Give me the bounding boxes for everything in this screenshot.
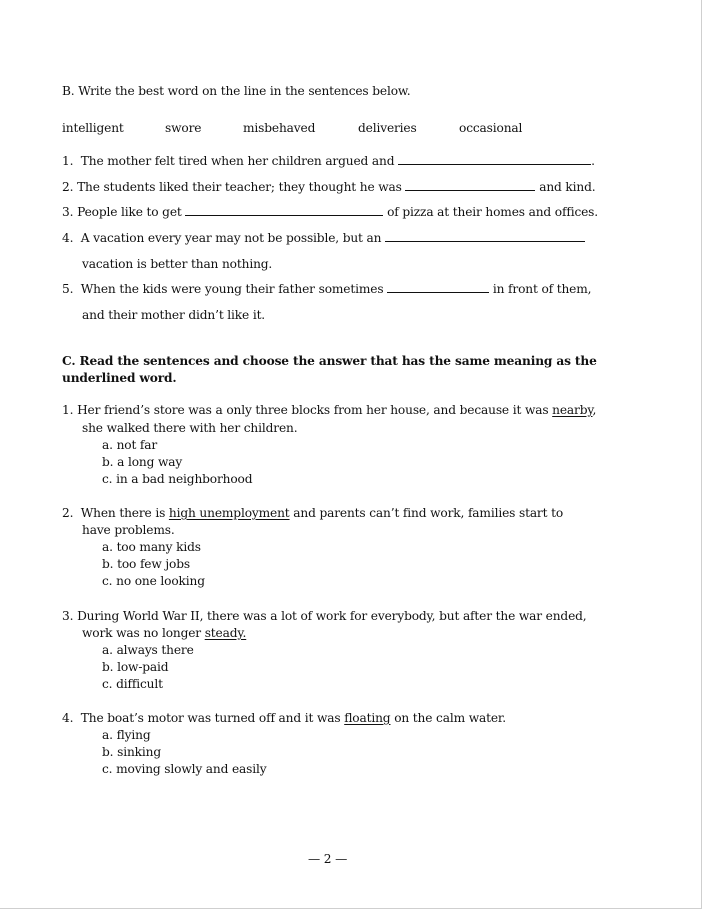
underlined-word: steady. [204, 626, 247, 640]
fill-in-item-2 [62, 180, 595, 194]
section-c-instruction: C. Read the sentences and choose the answer that has the same meaning as the [62, 354, 597, 368]
answer-option[interactable]: a. flying [102, 728, 151, 742]
answer-option[interactable]: c. moving slowly and easily [102, 762, 267, 776]
question-4-line1 [62, 711, 506, 725]
question-text: The boat’s motor was turned off and it was [80, 711, 345, 725]
item-number: 3. [62, 205, 74, 219]
underlined-word: high unemployment [168, 506, 290, 520]
fill-in-item-4-continued: vacation is better than nothing. [82, 257, 273, 271]
question-number: 1. [62, 403, 74, 417]
section-b-instruction: B. Write the best word on the line in the sentences below. [62, 84, 411, 98]
answer-option[interactable]: a. not far [102, 438, 158, 452]
answer-blank[interactable] [385, 231, 585, 242]
question-1-line1 [62, 403, 596, 417]
item-number: 2. [62, 180, 74, 194]
page-number: — 2 — [308, 852, 348, 866]
underlined-word: nearby [552, 403, 593, 417]
item-text: People like to get [77, 205, 182, 219]
fill-in-item-3 [62, 205, 598, 219]
answer-option[interactable]: b. low-paid [102, 660, 169, 674]
answer-option[interactable]: a. always there [102, 643, 194, 657]
answer-option[interactable]: c. no one looking [102, 574, 205, 588]
item-text: A vacation every year may not be possible, but an [80, 231, 382, 245]
question-number: 2. [62, 506, 74, 520]
question-number: 4. [62, 711, 74, 725]
word-bank-word: deliveries [358, 121, 417, 135]
answer-option[interactable]: c. in a bad neighborhood [102, 472, 253, 486]
question-2-line2: have problems. [82, 523, 175, 537]
word-bank-word: occasional [459, 121, 523, 135]
answer-option[interactable]: c. difficult [102, 677, 163, 691]
fill-in-item-1 [62, 154, 595, 168]
answer-option[interactable]: b. too few jobs [102, 557, 190, 571]
section-c-instruction-line2: underlined word. [62, 371, 177, 385]
item-number: 4. [62, 231, 74, 245]
fill-in-item-4 [62, 231, 585, 245]
fill-in-item-5 [62, 282, 591, 296]
answer-option[interactable]: b. sinking [102, 745, 161, 759]
item-number: 1. [62, 154, 74, 168]
question-1-line2: she walked there with her children. [82, 421, 298, 435]
answer-blank[interactable] [387, 282, 489, 293]
answer-option[interactable]: b. a long way [102, 455, 183, 469]
fill-in-item-5-continued: and their mother didn’t like it. [82, 308, 266, 322]
item-text-after: . [591, 154, 595, 168]
item-number: 5. [62, 282, 74, 296]
question-text: work was no longer [82, 626, 205, 640]
underlined-word: floating [344, 711, 391, 725]
answer-blank[interactable] [185, 205, 383, 216]
question-text-after: on the calm water. [390, 711, 506, 725]
word-bank-word: intelligent [62, 121, 124, 135]
question-text: Her friend’s store was a only three blocks from her house, and because it was [77, 403, 553, 417]
word-bank-word: swore [165, 121, 202, 135]
answer-blank[interactable] [405, 180, 535, 191]
question-text: During World War II, there was a lot of work for everybody, but after the war ended, [77, 609, 587, 623]
item-text: The mother felt tired when her children argued and [80, 154, 395, 168]
item-text-after: of pizza at their homes and offices. [387, 205, 599, 219]
question-3-line2 [82, 626, 246, 640]
question-text-after: and parents can’t find work, families start to [289, 506, 564, 520]
item-text: When the kids were young their father sometimes [80, 282, 384, 296]
question-3-line1 [62, 609, 587, 623]
answer-blank[interactable] [398, 154, 591, 165]
question-text: When there is [80, 506, 169, 520]
question-text-after: , [592, 403, 597, 417]
question-2-line1 [62, 506, 563, 520]
item-text: The students liked their teacher; they thought he was [77, 180, 402, 194]
answer-option[interactable]: a. too many kids [102, 540, 201, 554]
question-number: 3. [62, 609, 74, 623]
item-text-after: in front of them, [492, 282, 592, 296]
item-text-after: and kind. [539, 180, 596, 194]
word-bank-word: misbehaved [243, 121, 316, 135]
